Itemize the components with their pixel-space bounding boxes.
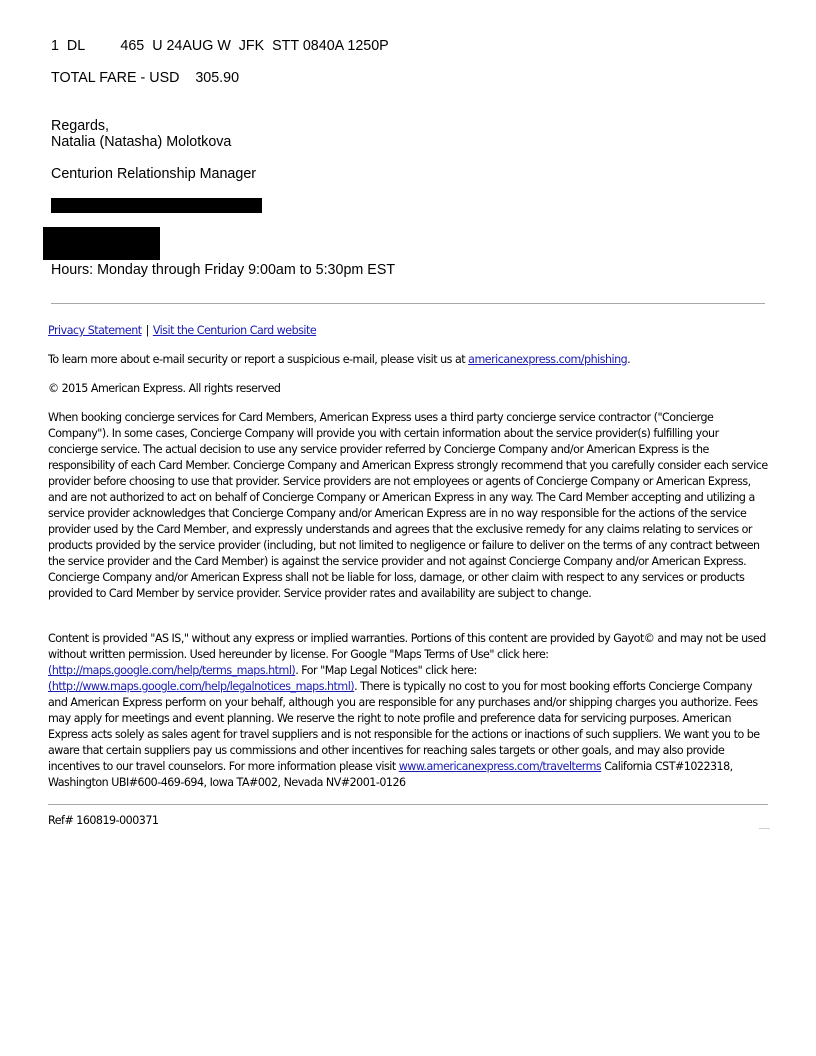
concierge-paragraph: When booking concierge services for Card Members, American Express uses a third party concierge service contractor ("Concierge Company"). In some cases, Concierge Company will provide you with certain information about the service provider(s) fulfilling your concierge service. The actual decision to use any service provider referred by Concierge Company and/or American Express is the responsibility of each Card Member. Concierge Company and American Express strongly recommend that you carefully consider each service provider before choosing to use that provider. Service providers are not employees or agents of Concierge Company or American Express, and are not authorized to act on behalf of Concierge Company or American Express in any way. The Card Member accepting and utilizing a service provider acknowledges that Concierge Company and/or American Express are in no way responsible for the actions of the service provider used by the Card Member, and expressly understands and agrees that the exclusive remedy for any claims relating to services or products provided by the service provider (including, but not limited to negligence or failure to deliver on the terms of any contract between the service provider and the Card Member) is against the service provider and not against Concierge Company and/or American Express. Concierge Company and/or American Express shall not be liable for loss, damage, or other claim with respect to any services or products provided to Card Member by service provider. Service provider rates and availability are subject to change. [48,411,768,600]
content-disclaimer [48,631,770,791]
flight-segment: 1 DL 465 U 24AUG W JFK STT 0840A 1250P [51,38,389,54]
divider [51,303,765,304]
redaction-bar [51,198,262,213]
maps-legal-link[interactable]: (http://www.maps.google.com/help/legalnotices_maps.html) [48,680,355,693]
footer-mark [759,828,770,829]
concierge-disclaimer [48,410,770,602]
footer-links [48,323,770,339]
sender-name: Natalia (Natasha) Molotkova [51,134,232,150]
travelterms-link[interactable]: www.americanexpress.com/travelterms [398,760,602,773]
link-separator: | [145,324,149,337]
security-text: To learn more about e-mail security or report a suspicious e-mail, please visit us at [48,353,469,366]
footer-divider [48,804,768,805]
centurion-website-link[interactable]: Visit the Centurion Card website [152,324,317,337]
office-hours: Hours: Monday through Friday 9:00am to 5:30pm EST [51,262,396,278]
redaction-block [43,227,160,260]
closing: Regards, [51,118,110,134]
content-text-2: . For "Map Legal Notices" click here: [295,664,477,677]
copyright: © 2015 American Express. All rights reserved [48,382,281,395]
sender-title: Centurion Relationship Manager [51,166,257,182]
security-end: . [627,353,631,366]
total-fare: TOTAL FARE - USD 305.90 [51,70,240,86]
content-text-1: Content is provided "AS IS," without any express or implied warranties. Portions of this content are provided by Gayot© and may not be used without written permission. Used hereunder by license. For Google "Maps Terms of Use" click here: [48,632,766,661]
privacy-statement-link[interactable]: Privacy Statement [48,324,142,337]
reference-number: Ref# 160819-000371 [48,814,159,827]
phishing-link[interactable]: americanexpress.com/phishing [468,353,628,366]
content-text-4: California CST#1022318, Washington UBI#600-469-694, Iowa TA#002, Nevada NV#2001-0126 [48,760,733,789]
content-text-3: . There is typically no cost to you for most booking efforts Concierge Company and American Express perform on your behalf, although you are responsible for any purchases and/or shipping charges you authorize. Fees may apply for meetings and event planning. We reserve the right to note profile and preference data for servicing purposes. American Express acts solely as sales agent for travel suppliers and is not responsible for the actions or inactions of such suppliers. We want you to be aware that certain suppliers pay us commissions and other incentives for reaching sales targets or other goals, and may also provide incentives to our travel counselors. For more information please visit [48,680,760,773]
maps-terms-link[interactable]: (http://maps.google.com/help/terms_maps.html) [48,664,296,677]
security-notice [48,352,770,368]
